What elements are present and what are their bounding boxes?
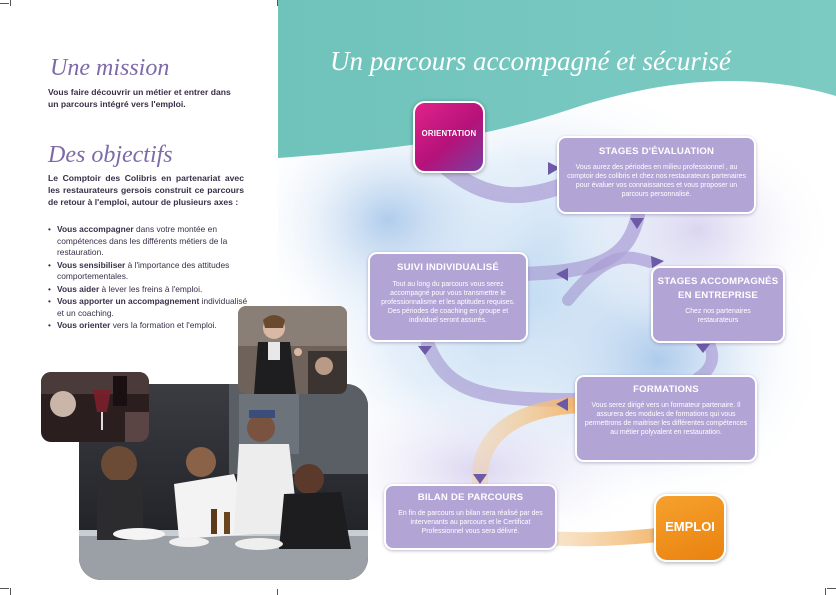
- list-item: • Vous accompagner dans votre montée en compétences dans les différents métiers de la restauration.: [48, 224, 248, 259]
- box-text: Vous aurez des périodes en milieu professionnel , au comptoir des colibris et chez nos restaurateurs partenaires pour évaluer vos connaissances et vous proposer un parcours personnalisé.: [567, 164, 746, 198]
- box-title-line-1: STAGES ACCOMPAGNÉS: [657, 276, 779, 287]
- objectives-intro: Le Comptoir des Colibris en partenariat avec les restaurateurs gersois construit ce parcours de retour à l'emploi, autour de plusieurs axes :: [48, 173, 244, 207]
- mission-text: Vous faire découvrir un métier et entrer dans un parcours intégré vers l'emploi.: [48, 87, 231, 109]
- emploi-badge: [654, 494, 726, 562]
- box-title: BILAN DE PARCOURS: [417, 492, 524, 503]
- orientation-label: ORIENTATION: [421, 129, 477, 138]
- box-text: Tout au long du parcours vous serez accompagné pour vous transmettre le professionnalisme et les aptitudes requises. Des périodes de coaching en groupe et individuel seront assurés.: [381, 281, 515, 324]
- orientation-badge: [413, 101, 485, 173]
- mission-title: Une mission: [50, 55, 170, 81]
- box-suivi-individualise: [368, 252, 528, 342]
- box-title-line-2: EN ENTREPRISE: [678, 290, 758, 301]
- photo-waitress: [238, 306, 347, 394]
- list-item: • Vous sensibiliser à l'importance des attitudes comportementales.: [48, 260, 248, 283]
- box-bilan-parcours: [384, 484, 557, 550]
- box-title: SUIVI INDIVIDUALISÉ: [397, 262, 499, 273]
- box-stages-evaluation: [557, 136, 756, 214]
- emploi-label: EMPLOI: [665, 519, 715, 534]
- box-stages-accompagnes: [651, 266, 785, 343]
- objectives-list: [48, 224, 248, 333]
- objectives-title: Des objectifs: [48, 142, 173, 168]
- list-item: • Vous apporter un accompagnement individualisé et un coaching.: [48, 296, 248, 319]
- box-title: FORMATIONS: [633, 384, 699, 395]
- main-title: Un parcours accompagné et sécurisé: [330, 46, 731, 76]
- box-text: Vous serez dirigé vers un formateur partenaire. Il assurera des modules de formations qui vous permettrons de maitriser les différentes compétences au métier polyvalent en restauration.: [584, 402, 748, 436]
- box-text: Chez nos partenaires restaurateurs: [685, 308, 751, 324]
- box-text: En fin de parcours un bilan sera réalisé par des intervenants au parcours et le Certificat Professionnel vous sera délivré.: [398, 510, 543, 535]
- photo-wine-pouring: [41, 372, 149, 442]
- list-item: • Vous orienter vers la formation et l'emploi.: [48, 320, 248, 332]
- box-title: STAGES D'ÉVALUATION: [598, 146, 715, 157]
- box-formations: [575, 375, 757, 462]
- list-item: • Vous aider à lever les freins à l'emploi.: [48, 284, 248, 296]
